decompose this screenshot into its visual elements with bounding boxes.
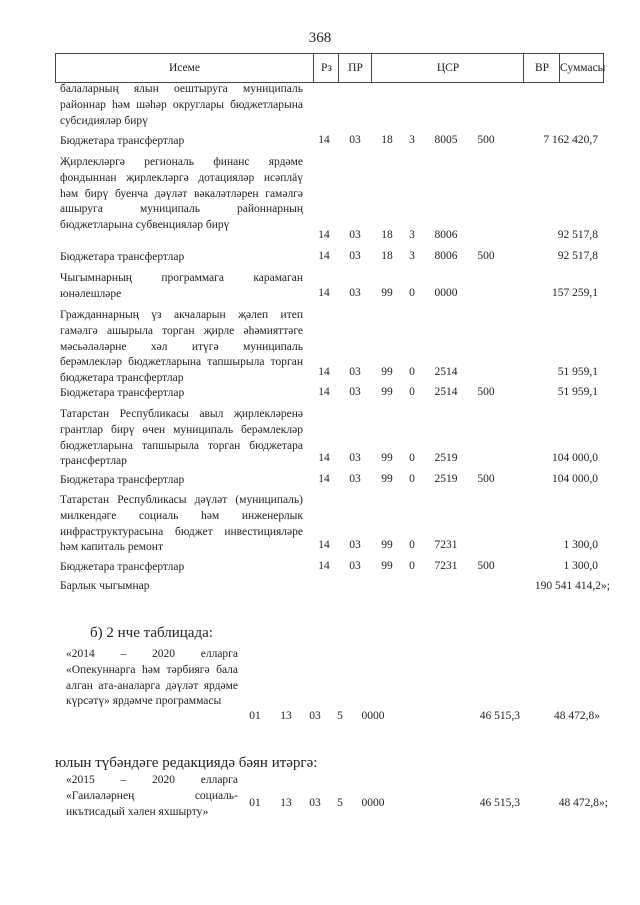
old-cell-4: 5	[337, 710, 343, 722]
table-row-name: Чыгымнарның программага карамаган юнәлешләре	[60, 272, 303, 300]
table-header	[55, 53, 604, 83]
table-cell-pr: 03	[349, 250, 361, 262]
table-cell-rz: 14	[318, 250, 330, 262]
table-cell-vr: 500	[477, 134, 495, 146]
new-cell-2: 13	[280, 797, 292, 809]
old-row-name: «2014 – 2020 елларга «Опекуннарга һәм тәрбиягә бала алган ата-аналарга дәүләт ярдәме күрсәтү» ярдәмче программасы	[66, 648, 238, 708]
table-row-name: Бюджетара трансфертлар	[60, 251, 185, 263]
table-row-name: Бюджетара трансфертлар	[60, 561, 185, 573]
table-row-name: балаларның ялын оештыруга муниципаль районнар һәм шәһәр округлары бюджетларына субсидияләр бирү	[60, 83, 303, 127]
page-number: 368	[308, 30, 332, 46]
table-cell-rz: 14	[318, 473, 330, 485]
table-row-name: Татарстан Республикасы авыл җирлекләренә грантлар бирү өчен муниципаль берәмлекләр бюджетларына тапшырыла торган бюджетара трансфертлар	[60, 408, 303, 468]
table-cell-pr: 03	[349, 560, 361, 572]
table-cell-pr: 03	[349, 366, 361, 378]
new-cell-1: 01	[249, 797, 261, 809]
replace-instruction: юлын түбәндәге редакциядә бәян итәргә:	[55, 755, 318, 771]
table-cell-csr2: 0	[409, 452, 415, 464]
header-vr: ВР	[523, 54, 560, 82]
table-cell-vr: 500	[477, 473, 495, 485]
new-value-1: 46 515,3	[479, 797, 520, 809]
table-cell-pr: 03	[349, 539, 361, 551]
table-cell-sum: 157 259,1	[552, 287, 598, 299]
table-cell-csr2: 0	[409, 473, 415, 485]
table-cell-vr: 500	[477, 560, 495, 572]
table-cell-csr1: 18	[381, 250, 393, 262]
table-cell-csr1: 99	[381, 539, 393, 551]
table-cell-csr1: 18	[381, 229, 393, 241]
table-cell-csr3: 8005	[434, 134, 458, 146]
table-cell-rz: 14	[318, 229, 330, 241]
total-value: 190 541 414,2»;	[534, 580, 610, 592]
table-cell-vr: 500	[477, 386, 495, 398]
table-cell-rz: 14	[318, 539, 330, 551]
table-cell-csr3: 8006	[434, 229, 458, 241]
table-cell-pr: 03	[349, 287, 361, 299]
table-cell-rz: 14	[318, 386, 330, 398]
table-cell-csr2: 0	[409, 386, 415, 398]
table-row-name: Бюджетара трансфертлар	[60, 387, 185, 399]
new-cell-3: 03	[309, 797, 321, 809]
table-cell-csr2: 3	[409, 134, 415, 146]
table-cell-sum: 51 959,1	[557, 386, 598, 398]
table-cell-csr3: 2519	[434, 473, 458, 485]
table-cell-sum: 51 959,1	[557, 366, 598, 378]
table-cell-csr1: 99	[381, 473, 393, 485]
table-cell-rz: 14	[318, 560, 330, 572]
table-cell-sum: 7 162 420,7	[543, 134, 598, 146]
table-cell-sum: 1 300,0	[563, 539, 598, 551]
table-cell-csr1: 99	[381, 386, 393, 398]
old-value-1: 46 515,3	[479, 710, 520, 722]
table-cell-csr3: 2514	[434, 386, 458, 398]
total-label: Барлык чыгымнар	[60, 580, 150, 592]
table-cell-sum: 92 517,8	[557, 250, 598, 262]
table-cell-pr: 03	[349, 229, 361, 241]
table-cell-sum: 1 300,0	[563, 560, 598, 572]
table-cell-csr2: 0	[409, 539, 415, 551]
table-cell-csr1: 99	[381, 452, 393, 464]
new-row-name: «2015 – 2020 елларга «Гаиләләрнең социаль-икътисадый хәлен яхшырту»	[66, 774, 238, 818]
table-cell-csr2: 0	[409, 287, 415, 299]
table-cell-csr1: 99	[381, 366, 393, 378]
table-cell-pr: 03	[349, 386, 361, 398]
table-cell-pr: 03	[349, 452, 361, 464]
table-cell-rz: 14	[318, 366, 330, 378]
header-pr: ПР	[338, 54, 372, 82]
table-cell-csr2: 0	[409, 366, 415, 378]
header-rz: Рз	[313, 54, 339, 82]
table-cell-rz: 14	[318, 452, 330, 464]
table-row-name: Гражданнарның үз акчаларын җәлеп итеп гамәлгә ашырыла торган җирле әһәмияттәге мәсьәләләрне хәл итүгә муниципаль берәмлекләр бюджетларына тапшырыла торган бюджетара трансфертлар	[60, 309, 303, 385]
table-row-name: Бюджетара трансфертлар	[60, 474, 185, 486]
table-cell-csr3: 0000	[434, 287, 458, 299]
table-cell-csr1: 18	[381, 134, 393, 146]
table-row-name: Җирлекләргә региональ финанс ярдәме фондыннан җирлекләргә дотацияләр исәплäү һәм бирү буенча дәүләт вәкаләтләрен гамәлгә ашыруга муниципаль районнарның бюджетларына субвенцияләр бирү	[60, 156, 303, 232]
table-cell-csr3: 7231	[434, 560, 458, 572]
old-cell-2: 13	[280, 710, 292, 722]
old-value-2: 48 472,8»	[554, 710, 600, 722]
table-cell-rz: 14	[318, 287, 330, 299]
table-cell-sum: 104 000,0	[552, 473, 598, 485]
table-cell-rz: 14	[318, 134, 330, 146]
header-sum: Суммасы	[559, 54, 604, 82]
table-row-name: Бюджетара трансфертлар	[60, 135, 185, 147]
old-cell-5: 0000	[361, 710, 385, 722]
table-row-name: Татарстан Республикасы дәүләт (муниципаль) милкендәге социаль һәм инженерлык инфраструктурасына бюджет инвестицияләре һәм капиталь ремонт	[60, 494, 303, 554]
table-cell-csr3: 8006	[434, 250, 458, 262]
new-cell-5: 0000	[361, 797, 385, 809]
table-cell-pr: 03	[349, 134, 361, 146]
table-cell-csr1: 99	[381, 287, 393, 299]
header-csr: ЦСР	[371, 54, 524, 82]
section-heading: б) 2 нче таблицада:	[90, 625, 213, 641]
table-cell-csr2: 0	[409, 560, 415, 572]
table-cell-csr3: 2519	[434, 452, 458, 464]
table-cell-vr: 500	[477, 250, 495, 262]
table-cell-csr3: 2514	[434, 366, 458, 378]
table-cell-csr1: 99	[381, 560, 393, 572]
table-cell-sum: 92 517,8	[557, 229, 598, 241]
table-cell-csr3: 7231	[434, 539, 458, 551]
table-cell-pr: 03	[349, 473, 361, 485]
table-cell-sum: 104 000,0	[552, 452, 598, 464]
new-cell-4: 5	[337, 797, 343, 809]
table-cell-csr2: 3	[409, 250, 415, 262]
old-cell-3: 03	[309, 710, 321, 722]
new-value-2: 48 472,8»;	[558, 797, 608, 809]
old-cell-1: 01	[249, 710, 261, 722]
table-cell-csr2: 3	[409, 229, 415, 241]
header-name: Исеме	[168, 62, 201, 74]
